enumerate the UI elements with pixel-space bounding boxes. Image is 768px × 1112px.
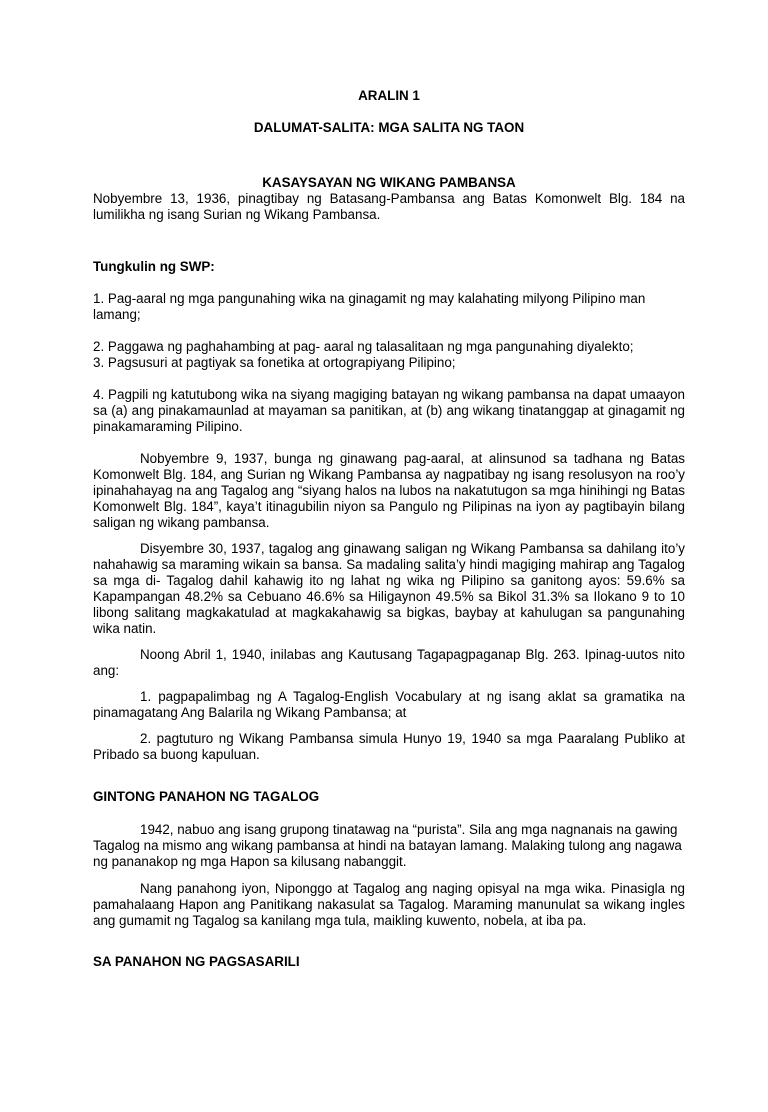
swp-item-4: 4. Pagpili ng katutubong wika na siyang magiging batayan ng wikang pambansa na dapat umaayon sa (a) ang pinakamaunlad at mayaman sa panitikan, at (b) ang wikang tinatanggap at ginagamit ng pinakamaraming Pilipino. <box>93 387 685 434</box>
order-item-1: 1. pagpapalimbag ng A Tagalog-English Vocabulary at ng isang aklat sa gramatika na pinamagatang Ang Balarila ng Wikang Pambansa; at <box>93 689 685 720</box>
paragraph-1940-april: Noong Abril 1, 1940, inilabas ang Kautusang Tagapagpaganap Blg. 263. Ipinag-uutos nito ang: <box>93 647 685 678</box>
swp-item-2: 2. Paggawa ng paghahambing at pag- aaral ng talasalitaan ng mga pangunahing diyalekto; <box>93 339 634 354</box>
golden-age-paragraph-2: Nang panahong iyon, Niponggo at Tagalog ang naging opisyal na mga wika. Pinasigla ng pamahalaang Hapon ang Panitikang nakasulat sa Tagalog. Maraming manunulat sa wikang ingles ang gumamit ng Tagalog sa kanilang mga tula, maikling kuwento, nobela, at iba pa. <box>93 881 685 928</box>
swp-heading: Tungkulin ng SWP: <box>93 259 215 274</box>
lesson-label: ARALIN 1 <box>358 88 420 103</box>
paragraph-1937-december: Disyembre 30, 1937, tagalog ang ginawang saligan ng Wikang Pambansa sa dahilang ito’y nahahawig sa maraming wikain sa bansa. Sa madaling salita’y hindi magiging mahirap ang Tagalog sa mga di- Tagalog dahil kahawig ito ng lahat ng wika ng Pilipino sa ganitong ayos: 59.6% sa Kapampangan 48.2% sa Cebuano 46.6% sa Hiligaynon 49.5% sa Bikol 31.3% sa Ilokano 9 to 10 libong salitang magkakatulad at magkakahawig sa bigkas, baybay at kahulugan sa pangunahing wika natin. <box>93 541 685 636</box>
swp-item-3: 3. Pagsusuri at pagtiyak sa fonetika at ortograpiyang Pilipino; <box>93 355 456 370</box>
document-page <box>0 88 768 1112</box>
swp-item-1: 1. Pag-aaral ng mga pangunahing wika na ginagamit ng may kalahating milyong Pilipino man lamang; <box>93 291 646 322</box>
golden-age-heading: GINTONG PANAHON NG TAGALOG <box>93 789 320 804</box>
history-intro: Nobyembre 13, 1936, pinagtibay ng Batasang-Pambansa ang Batas Komonwelt Blg. 184 na lumilikha ng isang Surian ng Wikang Pambansa. <box>93 191 685 222</box>
order-item-2: 2. pagtuturo ng Wikang Pambansa simula Hunyo 19, 1940 sa mga Paaralang Publiko at Pribado sa buong kapuluan. <box>93 731 685 762</box>
paragraph-1937-november: Nobyembre 9, 1937, bunga ng ginawang pag-aaral, at alinsunod sa tadhana ng Batas Komonwelt Blg. 184, ang Surian ng Wikang Pambansa ay nagpatibay ng isang resolusyon na roo’y ipinahahayag na ang Tagalog ang “siyang halos na lubos na nakatutugon sa mga hinihingi ng Batas Komonwelt Blg. 184”, kaya’t itinagubilin niyon sa Pangulo ng Pilipinas na iyon ay pagtibayin bilang saligan ng wikang pambansa. <box>93 451 685 530</box>
golden-age-paragraph-1: 1942, nabuo ang isang grupong tinatawag na “purista”. Sila ang mga nagnanais na gawing Tagalog na mismo ang wikang pambansa at hindi na batayan lamang. Malaking tulong ang nagawa ng pananakop ng mga Hapon sa kilusang nabanggit. <box>93 822 682 869</box>
history-heading: KASAYSAYAN NG WIKANG PAMBANSA <box>262 175 516 190</box>
independence-heading: SA PANAHON NG PAGSASARILI <box>93 954 300 969</box>
lesson-title: DALUMAT-SALITA: MGA SALITA NG TAON <box>253 120 525 135</box>
